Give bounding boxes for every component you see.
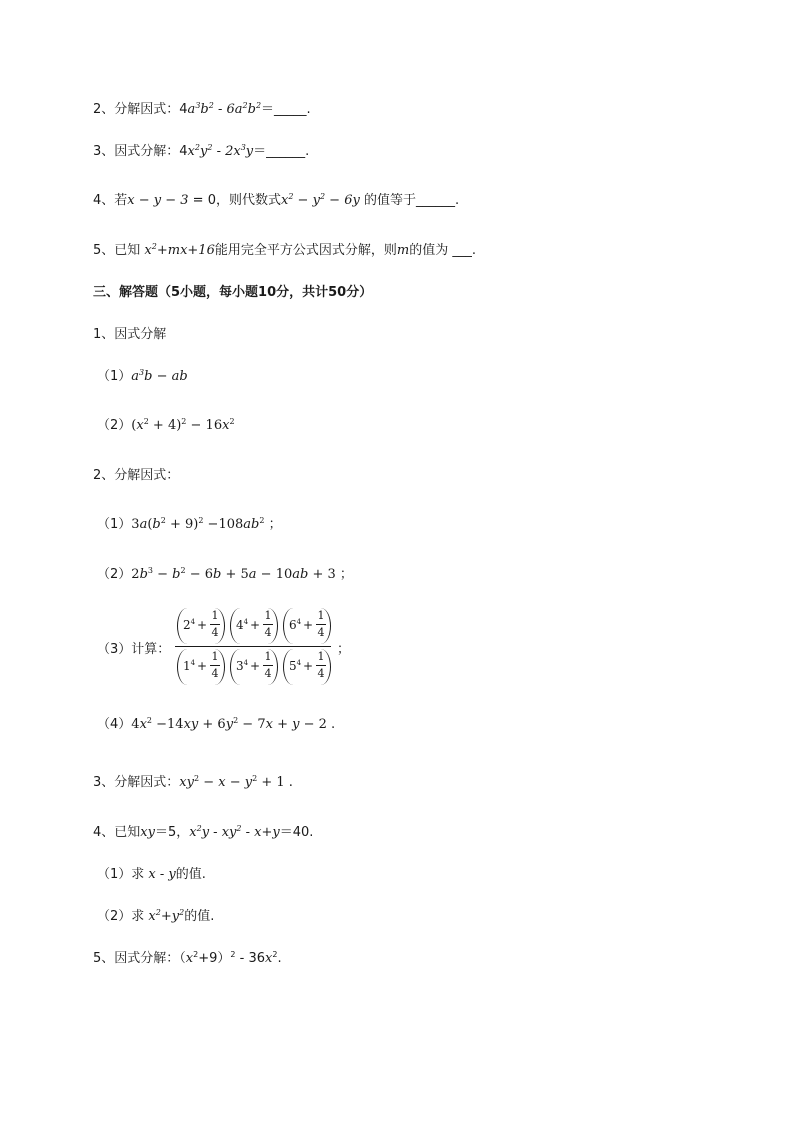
term-plus: + — [250, 659, 261, 673]
q5-prefix: 5、因式分解： — [93, 951, 180, 966]
term-plus: + — [250, 618, 261, 632]
q4-cond: xy — [140, 825, 155, 840]
q1-part2-label: （2） — [97, 418, 132, 433]
fill-q2 — [93, 101, 311, 119]
numerator-term-3 — [283, 608, 331, 644]
q2-part3-label: （3）计算： — [97, 642, 171, 657]
numerator-term-2 — [230, 608, 278, 644]
fill-q4 — [93, 192, 459, 210]
fill-q4-cond: x − y − 3 — [127, 193, 189, 208]
q4-part1-label: （1）求 — [97, 867, 145, 882]
q2-part1 — [97, 516, 282, 534]
term-plus: + — [197, 659, 208, 673]
fill-q3 — [93, 143, 309, 161]
term-plus: + — [303, 618, 314, 632]
q2-part1-label: （1） — [97, 517, 132, 532]
q2-part2 — [97, 566, 353, 584]
fill-q4-suffix: 的值等于______. — [363, 193, 460, 208]
term-quarter: 1 4 — [317, 650, 325, 680]
q5-expr: $(x^2+9)^2 - 36x^2$. — [179, 950, 282, 966]
q2-part4-label: （4） — [97, 717, 132, 732]
term-base: $3^4$ — [236, 659, 249, 673]
q2-part3-end: ； — [337, 642, 351, 657]
fill-q3-expr: $x^2y^2 - 2x^3y$ — [187, 143, 254, 159]
term-plus: + — [303, 659, 314, 673]
fill-q3-prefix: 3、因式分解：4 — [93, 144, 188, 159]
q2-part1-expr: $3a(b^2 + 9)^2 -108ab^2$ ； — [131, 516, 282, 532]
q4-title: 4、已知xy＝5，$x^2y - xy^2 - x+y=40$. — [93, 824, 314, 840]
fill-q5-prefix: 5、已知 — [93, 243, 141, 258]
q4-title-prefix: 4、已知 — [93, 825, 141, 840]
numerator-term-1 — [177, 608, 225, 644]
term-plus: + — [197, 618, 208, 632]
q1-part1-label: （1） — [97, 369, 132, 384]
fill-q5-expr: $x^2+mx+16$ — [144, 242, 215, 258]
q2-part2-label: （2） — [97, 567, 132, 582]
q4-part2 — [97, 908, 214, 926]
q2-part4-expr: $4x^2 -14xy + 6y^2 - 7x + y - 2$ . — [131, 716, 336, 732]
fill-q2-expr: $a^3b^2 - 6a^2b^2$ — [187, 101, 262, 117]
q1-part2-expr: $(x^2 + 4)^2 - 16x^2$ — [131, 417, 235, 433]
q1-title: 1、因式分解 — [93, 327, 167, 342]
fill-q2-blank: ＝_____. — [261, 102, 311, 117]
q4-part1-suffix: 的值. — [175, 867, 206, 882]
term-quarter: 1 4 — [317, 609, 325, 639]
term-base: $1^4$ — [183, 659, 196, 673]
q3-prefix: 3、分解因式： — [93, 775, 180, 790]
q1-part1-expr: $a^3b$ − ab — [131, 368, 188, 384]
q2-part4 — [97, 716, 335, 734]
fill-q3-blank: ＝______. — [253, 144, 310, 159]
fill-q5-suffix: 能用完全平方公式因式分解，则 — [214, 243, 397, 258]
term-base: $2^4$ — [183, 618, 196, 632]
section-title: 三、解答题（5小题，每小题10分，共计50分） — [93, 285, 373, 300]
denominator-term-3 — [283, 649, 331, 685]
denominator-term-2 — [230, 649, 278, 685]
term-quarter: 1 4 — [264, 609, 272, 639]
term-quarter: 1 4 — [211, 650, 219, 680]
q4-part1 — [97, 866, 206, 884]
fill-q5-end: 的值为 ___. — [409, 243, 476, 258]
q4-part2-label: （2）求 — [97, 909, 145, 924]
term-base: $5^4$ — [289, 659, 302, 673]
q5 — [93, 950, 282, 968]
q4-part2-suffix: 的值. — [184, 909, 215, 924]
q3 — [93, 774, 293, 792]
term-base: $6^4$ — [289, 618, 302, 632]
q3-expr: $xy^2 - x - y^2 + 1$ . — [179, 774, 293, 790]
q2-part2-expr: $2b^3 - b^2 - 6b + 5a - 10ab + 3$ ； — [131, 566, 353, 582]
fill-q4-expr: $x^2 - y^2 - 6y$ — [280, 192, 360, 208]
term-base: $4^4$ — [236, 618, 249, 632]
fill-q4-prefix: 4、若 — [93, 193, 128, 208]
fill-q5 — [93, 242, 476, 260]
denominator-term-1 — [177, 649, 225, 685]
q1-part2 — [97, 417, 235, 435]
term-quarter: 1 4 — [211, 609, 219, 639]
term-quarter: 1 4 — [264, 650, 272, 680]
fill-q4-eq: = 0，则代数式 — [188, 193, 281, 208]
q4-part1-expr: x - y — [148, 867, 176, 882]
q4-eq: $x^2y - xy^2 - x+y$ — [189, 824, 280, 840]
q2-title: 2、分解因式： — [93, 468, 180, 483]
fill-q5-var: m — [396, 243, 410, 258]
fill-q2-prefix: 2、分解因式：4 — [93, 102, 188, 117]
q4-part2-expr: $x^2+y^2$ — [148, 908, 185, 924]
q1-part1 — [97, 368, 188, 386]
fraction-bar — [175, 646, 331, 647]
